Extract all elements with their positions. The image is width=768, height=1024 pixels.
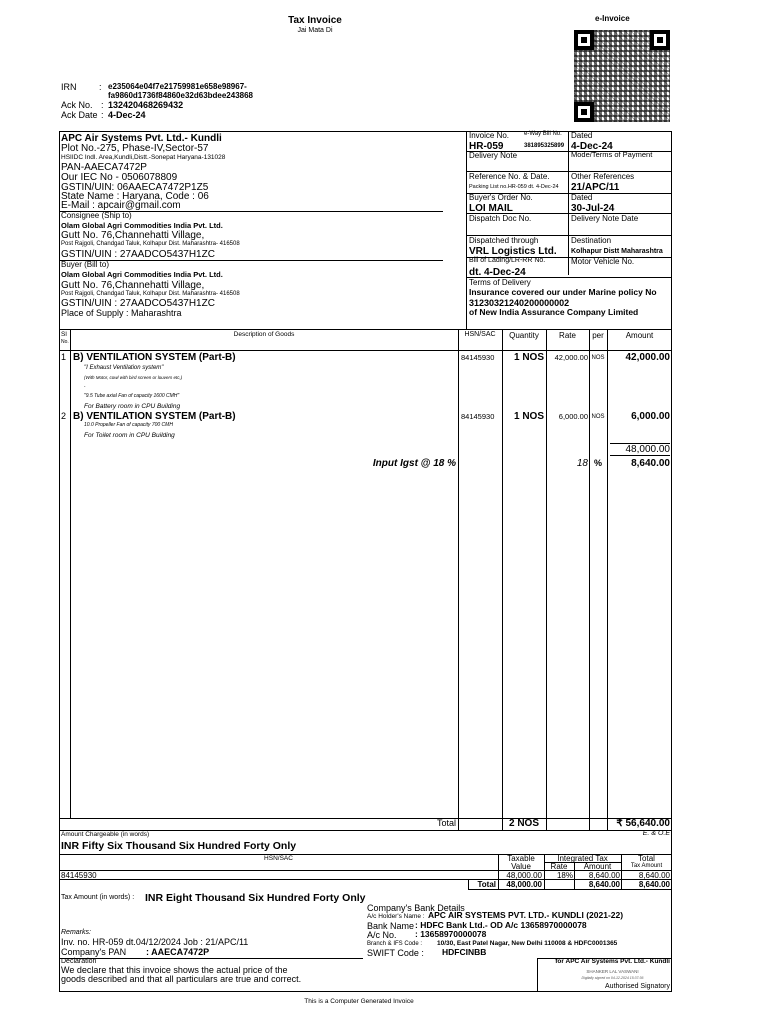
total-qty: 2 NOS bbox=[508, 818, 539, 829]
declaration-line2: goods described and that all particulars are true and correct. bbox=[61, 974, 302, 984]
item-desc: "I Exhaust Ventilation system" bbox=[84, 365, 164, 371]
consignee-label: Consignee (Ship to) bbox=[61, 211, 132, 220]
tax-row-total: 8,640.00 bbox=[638, 871, 670, 880]
ref-value: Packing List no.HR-059 dt. 4-Dec-24 bbox=[469, 184, 559, 190]
subtotal: 48,000.00 bbox=[625, 444, 670, 455]
item-amount: 42,000.00 bbox=[625, 352, 670, 363]
item-hsn: 84145930 bbox=[461, 353, 495, 362]
destination: Kolhapur Distt Maharashtra bbox=[571, 248, 663, 255]
consignee-name: Olam Global Agri Commodities India Pvt. Ltd. bbox=[61, 221, 223, 230]
ack-no: 132420468269432 bbox=[108, 100, 184, 110]
irn-line2: fa9860d1736f84860e32d63bdee243868 bbox=[108, 91, 254, 100]
ac-number: : 13658970000078 bbox=[415, 929, 487, 939]
consignee-addr1: Gutt No. 76,Channehatti Village, bbox=[61, 230, 205, 241]
place-of-supply: Place of Supply : Maharashtra bbox=[61, 308, 182, 318]
terms-label: Terms of Delivery bbox=[469, 278, 531, 287]
buyer-label: Buyer (Bill to) bbox=[61, 260, 110, 269]
tax-rate: 18 bbox=[576, 458, 588, 469]
tax-row-rate: 18% bbox=[556, 871, 573, 880]
col-sl: Sl bbox=[61, 331, 67, 338]
tax-rate-label: Rate bbox=[550, 862, 568, 871]
item-title: B) VENTILATION SYSTEM (Part-B) bbox=[73, 411, 236, 422]
taxable-label2: Value bbox=[511, 862, 531, 871]
buyer-order: LOI MAIL bbox=[469, 203, 513, 214]
declaration-line1: We declare that this invoice shows the actual price of the bbox=[61, 965, 288, 975]
eway-no: 381895325899 bbox=[524, 143, 565, 149]
swift-code: HDFCINBB bbox=[442, 947, 487, 957]
item-desc: For Toilet room in CPU Building bbox=[84, 432, 175, 439]
company-pan: : AAECA7472P bbox=[146, 947, 210, 957]
col-amount: Amount bbox=[625, 331, 654, 340]
footer-note: This is a Computer Generated Invoice bbox=[304, 998, 414, 1005]
buyer-gstin: GSTIN/UIN : 27AADCO5437H1ZC bbox=[61, 298, 215, 309]
item-desc: For Battery room in CPU Building bbox=[84, 403, 181, 410]
terms-line1: Insurance covered our under Marine policy No bbox=[469, 287, 657, 297]
ifs-code: 10/30, East Patel Nagar, New Delhi 110008 & HDFC0001365 bbox=[437, 940, 618, 947]
tax-hsn-label: HSN/SAC bbox=[264, 855, 293, 862]
motor-vehicle-label: Motor Vehicle No. bbox=[571, 257, 635, 266]
terms-line3: of New India Assurance Company Limited bbox=[469, 307, 639, 317]
item-sl: 1 bbox=[61, 352, 67, 362]
order-date: 30-Jul-24 bbox=[571, 203, 615, 214]
amount-words: INR Fifty Six Thousand Six Hundred Forty Only bbox=[61, 840, 297, 852]
col-hsn: HSN/SAC bbox=[464, 331, 496, 338]
other-ref-label: Other References bbox=[571, 172, 635, 181]
taxable-label1: Taxable bbox=[507, 854, 535, 863]
consignee-gstin: GSTIN/UIN : 27AADCO5437H1ZC bbox=[61, 249, 215, 260]
delivery-note-label: Delivery Note bbox=[469, 151, 518, 160]
item-amount: 6,000.00 bbox=[631, 411, 670, 422]
col-no: No. bbox=[61, 339, 69, 345]
dispatched-through: VRL Logistics Ltd. bbox=[469, 246, 557, 257]
tax-words-label: Tax Amount (in words) : bbox=[61, 894, 135, 901]
company-pan-label: Company's PAN bbox=[61, 947, 127, 957]
col-desc: Description of Goods bbox=[233, 331, 295, 338]
holder-name: APC AIR SYSTEMS PVT. LTD.- KUNDLI (2021-22) bbox=[428, 910, 624, 920]
item-qty: 1 NOS bbox=[513, 411, 544, 422]
item-desc: . bbox=[84, 383, 86, 389]
seller-addr1: Plot No.-275, Phase-IV,Sector-57 bbox=[61, 143, 209, 154]
einvoice-label: e-Invoice bbox=[595, 14, 630, 23]
bill-lading-label: Bill of Lading/LR-RR No. bbox=[469, 257, 546, 264]
dispatched-through-label: Dispatched through bbox=[469, 236, 539, 245]
irn-label: IRN bbox=[61, 82, 77, 92]
signatory-for: for APC Air Systems Pvt. Ltd.- Kundli bbox=[555, 958, 670, 965]
eoe-label: E. & O.E bbox=[642, 830, 670, 837]
terms-line2: 31230321240200000002 bbox=[469, 298, 570, 308]
item-sl: 2 bbox=[61, 411, 67, 421]
mode-terms-label: Mode/Terms of Payment bbox=[571, 150, 653, 159]
seller-state: State Name : Haryana, Code : 06 bbox=[61, 191, 209, 202]
item-desc: (With Motor, cowl with bird screen or louvers etc,) bbox=[84, 375, 183, 380]
ac-label: A/c No. bbox=[367, 930, 397, 940]
amount-words-label: Amount Chargeable (in words) bbox=[61, 831, 150, 838]
einvoice-qr-code bbox=[574, 30, 670, 122]
consignee-addr2: Post Rajgoli, Chandgad Taluk, Kolhapur Dist. Maharashtra- 416508 bbox=[61, 241, 240, 247]
seller-gstin: GSTIN/UIN: 06AAECA7472P1Z5 bbox=[61, 182, 209, 193]
total-tax-label1: Total bbox=[638, 854, 655, 863]
remarks-text: Inv. no. HR-059 dt.04/12/2024 Job : 21/APC/11 bbox=[61, 937, 249, 947]
tax-row-amount: 8,640.00 bbox=[588, 871, 620, 880]
seller-email: E-Mail : apcair@gmail.com bbox=[61, 200, 181, 211]
bank-name: : HDFC Bank Ltd.- OD A/c 13658970000078 bbox=[415, 920, 587, 930]
tax-amount-label: Amount bbox=[583, 862, 612, 871]
invoice-no: HR-059 bbox=[469, 141, 504, 152]
other-ref-value: 21/APC/11 bbox=[571, 182, 620, 193]
remarks-label: Remarks: bbox=[61, 929, 91, 936]
bill-lading-date: dt. 4-Dec-24 bbox=[469, 267, 526, 278]
item-per: NOS bbox=[591, 414, 605, 420]
total-amount: ₹ 56,640.00 bbox=[616, 818, 670, 829]
ref-label: Reference No. & Date. bbox=[469, 172, 550, 181]
invoice-subtitle: Jai Mata Di bbox=[297, 27, 333, 34]
buyer-addr2: Post Rajgoli, Chandgad Taluk, Kolhapur Dist. Maharashtra- 416508 bbox=[61, 291, 240, 297]
col-rate: Rate bbox=[559, 331, 576, 340]
total-label: Total bbox=[436, 818, 456, 828]
buyer-addr1: Gutt No. 76,Channehatti Village, bbox=[61, 280, 205, 291]
seller-iec: Our IEC No - 0506078809 bbox=[61, 172, 178, 183]
integrated-tax-label: Integrated Tax bbox=[557, 854, 608, 863]
col-per: per bbox=[592, 331, 604, 340]
irn-line1: e235064e04f7e21759981e658e98967- bbox=[108, 82, 247, 91]
dispatch-doc-label: Dispatch Doc No. bbox=[469, 214, 532, 223]
buyer-name: Olam Global Agri Commodities India Pvt. Ltd. bbox=[61, 270, 223, 279]
invoice-no-label: Invoice No. bbox=[469, 131, 510, 140]
order-dated-label: Dated bbox=[571, 193, 593, 202]
eway-label: e-Way Bill No. bbox=[524, 131, 562, 137]
tax-label: Input Igst @ 18 % bbox=[372, 458, 456, 469]
tax-words: INR Eight Thousand Six Hundred Forty Only bbox=[145, 892, 366, 904]
bank-heading: Company's Bank Details bbox=[367, 903, 465, 913]
tax-row-hsn: 84145930 bbox=[61, 871, 97, 880]
tax-row-taxable: 48,000.00 bbox=[506, 871, 542, 880]
tax-amount: 8,640.00 bbox=[631, 458, 670, 469]
seller-addr2: HSIIDC Indl. Area,Kundli,Distt.-Sonepat Haryana-131028 bbox=[61, 154, 226, 161]
seller-name: APC Air Systems Pvt. Ltd.- Kundli bbox=[61, 133, 222, 144]
invoice-date: 4-Dec-24 bbox=[571, 141, 613, 152]
ifs-label: Branch & IFS Code : bbox=[367, 941, 423, 947]
buyer-order-label: Buyer's Order No. bbox=[469, 193, 533, 202]
tax-total-label: Total bbox=[477, 880, 496, 889]
dated-label: Dated bbox=[571, 131, 593, 140]
total-tax-label2: Tax Amount bbox=[630, 863, 663, 869]
tax-per: % bbox=[593, 458, 602, 468]
signatory-signed: Digitally signed on 04-12-2024 15:37:36 bbox=[581, 976, 644, 980]
seller-pan: PAN-AAECA7472P bbox=[61, 162, 147, 173]
ack-no-label: Ack No. bbox=[61, 100, 93, 110]
bank-name-label: Bank Name bbox=[367, 921, 415, 931]
tax-total-amount: 8,640.00 bbox=[588, 880, 620, 889]
item-hsn: 84145930 bbox=[461, 412, 495, 421]
item-rate: 6,000.00 bbox=[558, 412, 588, 421]
delivery-note-date-label: Delivery Note Date bbox=[571, 214, 639, 223]
destination-label: Destination bbox=[571, 236, 612, 245]
holder-label: A/c Holder's Name : bbox=[367, 913, 425, 920]
signatory-label: Authorised Signatory bbox=[605, 983, 670, 990]
item-desc: "9.5 Tube axial Fan of capacity 1600 CMH" bbox=[84, 393, 180, 399]
item-desc: 10.0 Propeller Fan of capacity 700 CMH bbox=[84, 422, 173, 428]
tax-total-total: 8,640.00 bbox=[638, 880, 670, 889]
declaration-label: Declaration bbox=[61, 958, 97, 965]
signatory-name: SHANKER LAL VASWANI bbox=[586, 969, 639, 974]
tax-total-taxable: 48,000.00 bbox=[506, 880, 542, 889]
item-qty: 1 NOS bbox=[513, 352, 544, 363]
item-title: B) VENTILATION SYSTEM (Part-B) bbox=[73, 352, 236, 363]
col-qty: Quantity bbox=[509, 331, 539, 340]
ack-date-label: Ack Date bbox=[61, 110, 98, 120]
ack-date: 4-Dec-24 bbox=[108, 110, 146, 120]
item-per: NOS bbox=[591, 355, 605, 361]
invoice-title: Tax Invoice bbox=[288, 15, 342, 26]
swift-label: SWIFT Code : bbox=[367, 948, 424, 958]
item-rate: 42,000.00 bbox=[554, 353, 588, 362]
